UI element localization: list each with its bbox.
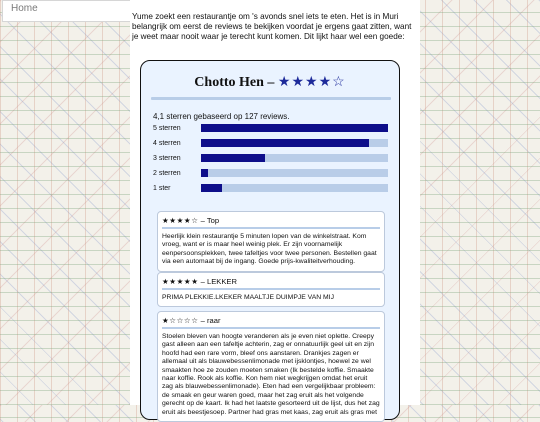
rating-bar-track: [201, 154, 388, 162]
review-card: [157, 311, 385, 422]
restaurant-title: [141, 74, 399, 91]
restaurant-stars: ★★★★☆: [277, 75, 346, 90]
review-header: [158, 212, 384, 227]
rating-row-label: 4 sterren: [153, 140, 181, 147]
rating-bar-fill: [201, 169, 208, 177]
home-link[interactable]: Home: [2, 0, 132, 22]
review-header: [158, 312, 384, 327]
rating-row-2: [153, 169, 389, 184]
title-divider: [151, 97, 391, 100]
review-card: [157, 211, 385, 272]
review-title: – LEKKER: [200, 277, 237, 286]
rating-row-1: [153, 184, 389, 199]
rating-row-label: 1 ster: [153, 185, 171, 192]
rating-row-4: [153, 139, 389, 154]
rating-row-3: [153, 154, 389, 169]
review-body: Stoelen bleven van hoogte veranderen als je even niet oplette. Creepy gast alleen aan een tafeltje achterin, zag er onnatuurlijk geel uit en zijn hoofd had een rare vorm, bleef ons aanstaren. Drankjes zagen er allemaal uit als blauwebessenlimonade met ijsklontjes, hoewel ze wel smaakten hoe ze zouden moeten smaken (Ik bestelde koffie. Smaakte naar koffie. Rook als koffie. Kon hem niet wegkrijgen omdat het eruit zag als blauwebessenlimonade). Eten had een vergelijkbaar probleem: de smaak en geur waren goed, maar het zag eruit als het volgende gerecht op de kaart. Ik had het laatste gesorteerd uit de lijst, dus het zag eruit als beestjesoep. Partner had gras met kaas, zag eruit als gras met: [162, 333, 380, 416]
review-stars: ★★★★☆: [162, 216, 199, 225]
restaurant-card: [140, 60, 400, 420]
rating-bar-track: [201, 184, 388, 192]
rating-breakdown: [153, 124, 389, 199]
title-separator: –: [267, 75, 275, 90]
review-body: Heerlijk klein restaurantje 5 minuten lopen van de winkelstraat. Kom vroeg, want er is maar heel weinig plek. Er zijn voornamelijk eenpersoonsplekken, twee tafeltjes voor twee personen. Bestellen gaat via een automaat bij de ingang. Goede prijs-kwaliteitverhouding.: [162, 233, 377, 266]
restaurant-name: Chotto Hen: [194, 75, 264, 90]
rating-bar-track: [201, 169, 388, 177]
rating-bar-fill: [201, 124, 388, 132]
intro-paragraph: Yume zoekt een restaurantje om 's avonds snel iets te eten. Het is in Muri belangrijk om eerst de reviews te bekijken voordat je ergens gaat zitten, want je weet maar nooit waar je terecht kunt komen. Dit lijkt haar wel een goede:: [132, 12, 412, 41]
rating-row-5: [153, 124, 389, 139]
review-header: [158, 273, 384, 288]
rating-bar-fill: [201, 184, 222, 192]
rating-bar-fill: [201, 139, 369, 147]
review-stars: ★☆☆☆☆: [162, 316, 199, 325]
rating-row-label: 3 sterren: [153, 155, 181, 162]
review-title: – Top: [200, 216, 220, 225]
rating-bar-fill: [201, 154, 265, 162]
review-title: – raar: [200, 316, 221, 325]
rating-row-label: 5 sterren: [153, 125, 181, 132]
review-body: PRIMA PLEKKIE.LKEKER MAALTJE DUIMPJE VAN MIJ: [162, 294, 334, 301]
review-card: [157, 272, 385, 307]
rating-bar-track: [201, 124, 388, 132]
review-stars: ★★★★★: [162, 277, 199, 286]
rating-bar-track: [201, 139, 388, 147]
rating-summary: 4,1 sterren gebaseerd op 127 reviews.: [153, 112, 290, 121]
rating-row-label: 2 sterren: [153, 170, 181, 177]
